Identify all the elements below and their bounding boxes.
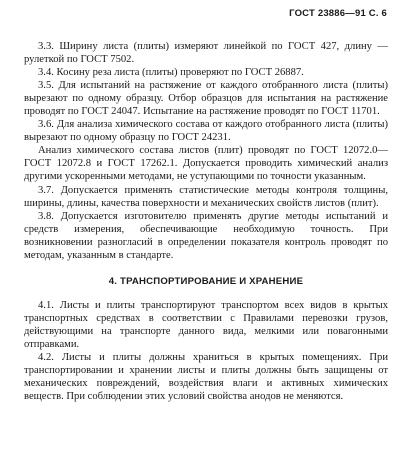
paragraph-3-3: 3.3. Ширину листа (плиты) измеряют линейкой по ГОСТ 427, длину — рулеткой по ГОСТ 7502.	[24, 41, 388, 66]
paragraph-4-1: 4.1. Листы и плиты транспортируют транспортом всех видов в крытых транспортных средствах в соответствии с Правилами перевозки грузов, действующими на транспорте данного вида, мелкими или повагонными отправками.	[24, 299, 388, 350]
paragraph-3-4: 3.4. Косину реза листа (плиты) проверяют по ГОСТ 26887.	[38, 67, 304, 79]
page-header: ГОСТ 23886—91 С. 6	[289, 8, 387, 19]
paragraph-3-6-analysis: Анализ химического состава листов (плит) проводят по ГОСТ 12072.0—ГОСТ 12072.8 и ГОСТ 17262.1. Допускается проводить химический анализ другими ускоренными методами, не уступающими по точности указанным.	[24, 145, 388, 183]
paragraph-3-5: 3.5. Для испытаний на растяжение от каждого отобранного листа (плиты) вырезают по одному образцу. Отбор образцов для испытания на растяжение проводят по ГОСТ 24047. Испытание на растяжение проводят по ГОСТ 11701.	[24, 80, 388, 118]
section-heading: 4. ТРАНСПОРТИРОВАНИЕ И ХРАНЕНИЕ	[108, 275, 304, 287]
paragraph-3-8: 3.8. Допускается изготовителю применять другие методы испытаний и средств измерения, обеспечивающие необходимую точность. При возникновении разногласий в определении показателя контроль проводят по методам, указанным в стандарте.	[24, 210, 388, 261]
paragraph-3-7: 3.7. Допускается применять статистические методы контроля толщины, ширины, длины, качества поверхности и механических свойств листов (плит).	[24, 184, 388, 209]
paragraph-3-6: 3.6. Для анализа химического состава от каждого отобранного листа (плиты) вырезают по одному образцу по ГОСТ 24231.	[24, 119, 388, 144]
document-body	[24, 40, 388, 403]
paragraph-4-2: 4.2. Листы и плиты должны храниться в крытых помещениях. При транспортировании и хранении листы и плиты должны быть защищены от механических повреждений, воздействия влаги и активных химических веществ. При соблюдении этих условий свойства анодов не меняются.	[24, 352, 388, 403]
